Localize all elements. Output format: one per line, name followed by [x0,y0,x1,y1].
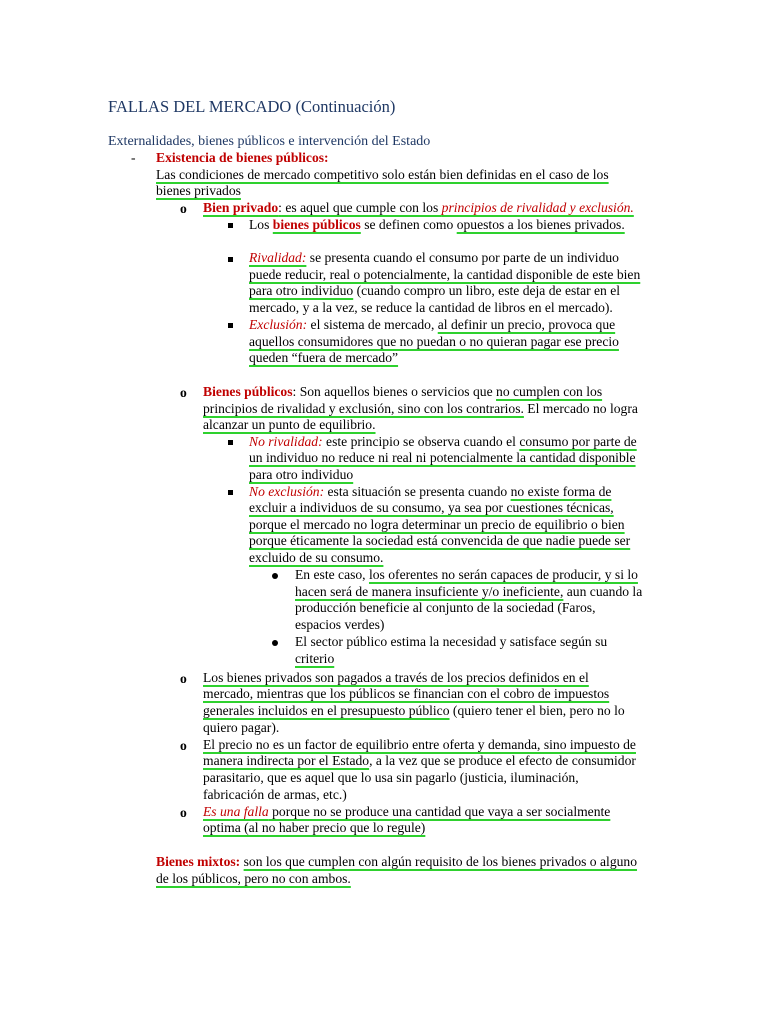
text-line: principios de rivalidad y exclusión, sino con los contrarios. El mercado no logra [203,401,638,416]
text-line: Las condiciones de mercado competitivo solo están bien definidas en el caso de los [156,167,609,182]
text-line: hacen será de manera insuficiente y/o ineficiente, aun cuando la [295,584,643,599]
circle-bullet: o [180,738,187,753]
text-line: Bienes públicos: Son aquellos bienes o servicios que no cumplen con los [203,384,603,399]
text-line: un individuo no reduce ni real ni potencialmente la cantidad disponible [249,450,636,465]
square-bullet [228,257,233,262]
text-line: de los públicos, pero no con ambos. [156,871,351,886]
square-bullet [228,223,233,228]
square-bullet [228,490,233,495]
text-line: optima (al no haber precio que lo regule) [203,820,426,835]
circle-bullet: o [180,201,187,216]
text-line: Exclusión: el sistema de mercado, al definir un precio, provoca que [249,317,616,332]
text-line: Los bienes privados son pagados a través de los precios definidos en el [203,670,589,685]
text-line: manera indirecta por el Estado, a la vez que se produce el efecto de consumidor [203,753,636,768]
text-line: El sector público estima la necesidad y satisface según su [295,634,608,649]
text-line: quiero pagar). [203,720,280,735]
text-line: Bienes mixtos: son los que cumplen con algún requisito de los bienes privados o alguno [156,854,638,869]
circle-bullet: o [180,385,187,400]
text-line: fabricación de armas, etc.) [203,787,347,802]
text-line: No rivalidad: este principio se observa cuando el consumo por parte de [249,434,637,449]
text-line: excluido de su consumo. [249,550,384,565]
text-line: bienes privados [156,183,241,198]
text-line: Bien privado: es aquel que cumple con los principios de rivalidad y exclusión. [203,200,634,215]
text-line: Los bienes públicos se definen como opuestos a los bienes privados. [249,217,625,232]
text-line: generales incluidos en el presupuesto público (quiero tener el bien, pero no lo [203,703,625,718]
dash-bullet: - [131,150,136,165]
dot-bullet [272,573,278,579]
text-line: producción beneficie al conjunto de la sociedad (Faros, [295,600,596,615]
text-line: criterio [295,651,335,666]
square-bullet [228,323,233,328]
text-line: puede reducir, real o potencialmente, la cantidad disponible de este bien [249,267,641,282]
text-line: alcanzar un punto de equilibrio. [203,417,376,432]
square-bullet [228,440,233,445]
text-line: para otro individuo (cuando compro un libro, este deja de estar en el [249,283,621,298]
text-line: mercado, y a la vez, se reduce la cantidad de libros en el mercado). [249,300,613,315]
text-line: No exclusión: esta situación se presenta cuando no existe forma de [249,484,612,499]
text-line: parasitario, que es aquel que lo usa sin pagarlo (justicia, iluminación, [203,770,579,785]
text-line: espacios verdes) [295,617,385,632]
text-line: porque el mercado no logra determinar un precio de equilibrio o bien [249,517,625,532]
text-line: Rivalidad: se presenta cuando el consumo por parte de un individuo [249,250,619,265]
dot-bullet [272,640,278,646]
text-line: aquellos consumidores que no puedan o no quieran pagar ese precio [249,334,619,349]
section-heading: Existencia de bienes públicos: [156,150,329,165]
circle-bullet: o [180,805,187,820]
text-line: excluir a individuos de su consumo, ya sea por cuestiones técnicas, [249,500,614,515]
text-line: El precio no es un factor de equilibrio entre oferta y demanda, sino impuesto de [203,737,636,752]
text-line: Es una falla porque no se produce una cantidad que vaya a ser socialmente [203,804,611,819]
circle-bullet: o [180,671,187,686]
text-line: En este caso, los oferentes no serán capaces de producir, y si lo [295,567,638,582]
text-line: mercado, mientras que los públicos se financian con el cobro de impuestos [203,686,610,701]
text-line: para otro individuo [249,467,354,482]
text-line: porque éticamente la sociedad está convencida de que nadie puede ser [249,533,631,548]
section-subtitle: Externalidades, bienes públicos e intervención del Estado [108,134,431,149]
text-line: queden “fuera de mercado” [249,350,399,365]
page-title: FALLAS DEL MERCADO (Continuación) [108,97,396,116]
